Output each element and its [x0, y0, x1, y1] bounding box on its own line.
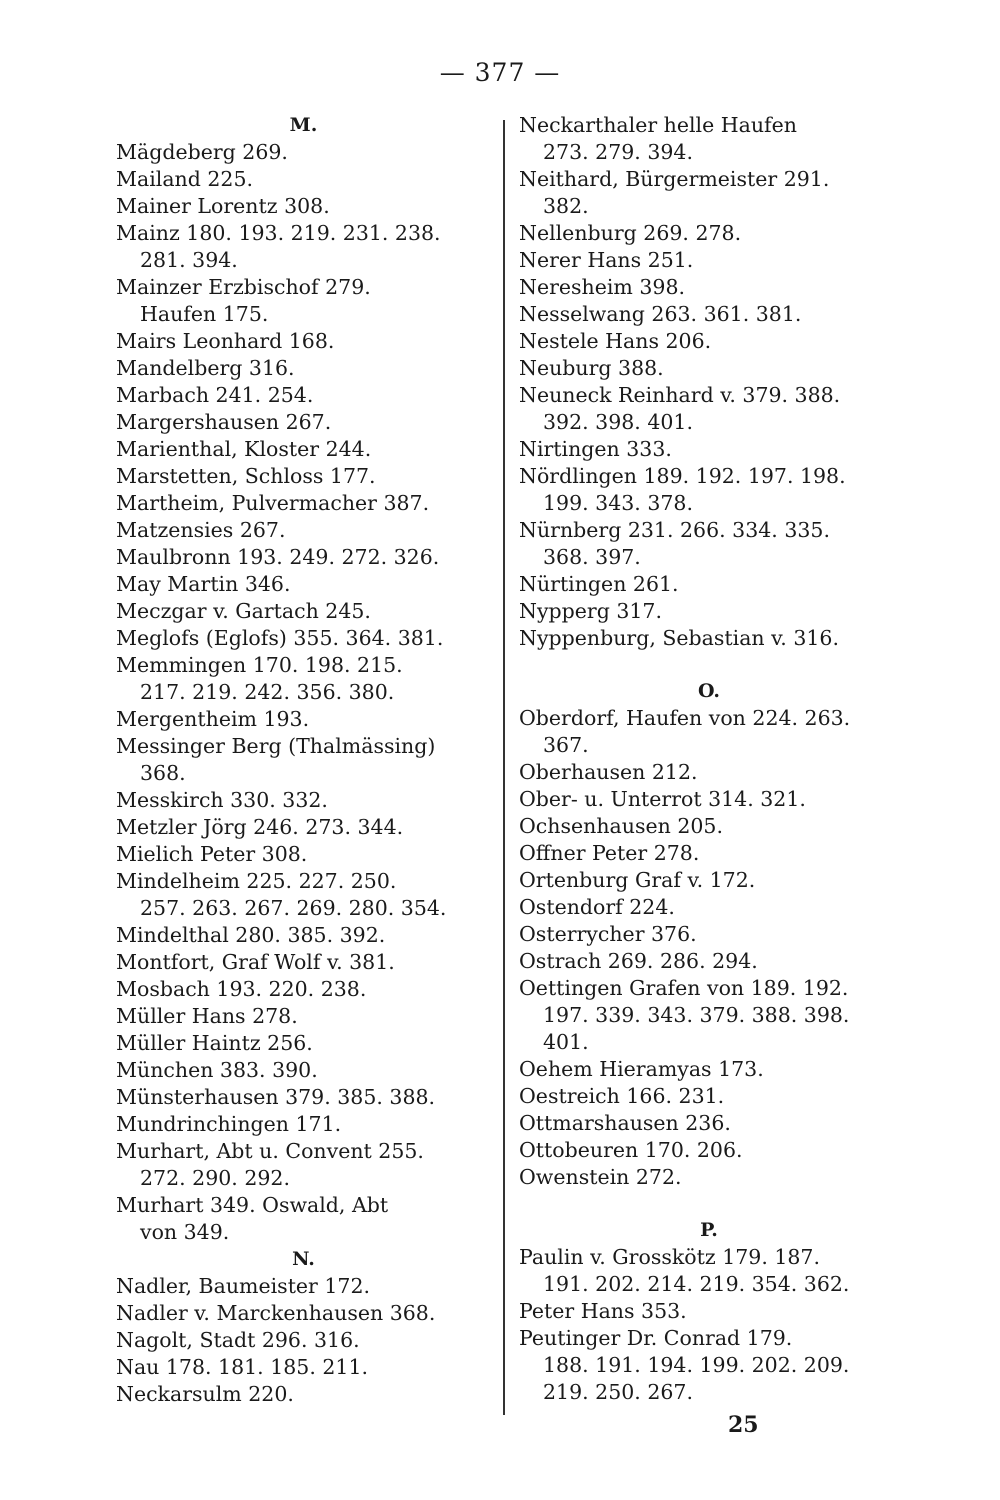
- index-entry: [519, 301, 899, 328]
- entry-line: Mainz 180. 193. 219. 231. 238.: [116, 221, 441, 245]
- entry-line: Müller Hans 278.: [116, 1004, 298, 1028]
- entry-line: Müller Haintz 256.: [116, 1031, 313, 1055]
- index-entry: [116, 868, 491, 922]
- index-entry: [519, 328, 899, 355]
- entry-line: Mairs Leonhard 168.: [116, 329, 335, 353]
- entry-line: Nypperg 317.: [519, 599, 662, 623]
- entry-line: Owenstein 272.: [519, 1165, 682, 1189]
- section-heading-n: N.: [292, 1248, 315, 1270]
- page-number: — 377 —: [439, 58, 561, 87]
- entry-continuation-line: 368. 397.: [543, 545, 641, 569]
- entry-line: Mosbach 193. 220. 238.: [116, 977, 367, 1001]
- entry-line: Osterrycher 376.: [519, 922, 697, 946]
- index-entry: [519, 1083, 899, 1110]
- column-divider: [503, 120, 505, 1415]
- index-entry: [519, 247, 899, 274]
- index-entry: [116, 1084, 491, 1111]
- index-entry: [116, 274, 491, 328]
- entry-line: Ober- u. Unterrot 314. 321.: [519, 787, 806, 811]
- entry-line: Neresheim 398.: [519, 275, 686, 299]
- index-column-left: [116, 112, 491, 1408]
- entry-line: Oestreich 166. 231.: [519, 1084, 725, 1108]
- index-entry: [519, 625, 899, 652]
- entry-line: Neckarthaler helle Haufen: [519, 113, 797, 137]
- entry-line: Ortenburg Graf v. 172.: [519, 868, 756, 892]
- entry-line: Mägdeberg 269.: [116, 140, 288, 164]
- index-entry: [116, 814, 491, 841]
- entry-line: Nirtingen 333.: [519, 437, 672, 461]
- entry-continuation-line: 217. 219. 242. 356. 380.: [140, 680, 395, 704]
- index-entry: [116, 1327, 491, 1354]
- entry-line: Murhart 349. Oswald, Abt: [116, 1193, 389, 1217]
- index-entry: [116, 787, 491, 814]
- entry-line: Nördlingen 189. 192. 197. 198.: [519, 464, 846, 488]
- index-entry: [116, 355, 491, 382]
- index-entry: [116, 922, 491, 949]
- entry-line: Nadler, Baumeister 172.: [116, 1274, 371, 1298]
- entry-line: Nürnberg 231. 266. 334. 335.: [519, 518, 830, 542]
- index-entry: [519, 1110, 899, 1137]
- entry-line: Peutinger Dr. Conrad 179.: [519, 1326, 793, 1350]
- index-entry: [519, 436, 899, 463]
- entry-continuation-line: 199. 343. 378.: [543, 491, 693, 515]
- entry-line: Montfort, Graf Wolf v. 381.: [116, 950, 395, 974]
- signature-mark: 25: [728, 1412, 759, 1438]
- entry-line: Maulbronn 193. 249. 272. 326.: [116, 545, 440, 569]
- entry-continuation-line: 257. 263. 267. 269. 280. 354.: [140, 896, 447, 920]
- entry-continuation-line: 367.: [543, 733, 589, 757]
- index-entry: [116, 436, 491, 463]
- entry-line: Nadler v. Marckenhausen 368.: [116, 1301, 436, 1325]
- entry-continuation-line: 382.: [543, 194, 589, 218]
- entry-line: May Martin 346.: [116, 572, 291, 596]
- index-entry: [116, 517, 491, 544]
- index-column-right: [519, 112, 899, 1406]
- index-entry: [519, 867, 899, 894]
- index-entry: [116, 328, 491, 355]
- section-gap: [519, 1191, 899, 1217]
- index-entry: [519, 840, 899, 867]
- index-entry: [519, 517, 899, 571]
- entry-line: Oberdorf, Haufen von 224. 263.: [519, 706, 851, 730]
- index-entry: [519, 1164, 899, 1191]
- section-o-entries: [519, 705, 899, 1191]
- index-entry: [116, 706, 491, 733]
- entry-line: Nellenburg 269. 278.: [519, 221, 742, 245]
- index-entry: [116, 949, 491, 976]
- index-entry: [116, 139, 491, 166]
- entry-line: Murhart, Abt u. Convent 255.: [116, 1139, 424, 1163]
- index-entry: [519, 463, 899, 517]
- index-entry: [116, 463, 491, 490]
- entry-line: Münsterhausen 379. 385. 388.: [116, 1085, 436, 1109]
- entry-line: Meczgar v. Gartach 245.: [116, 599, 371, 623]
- section-p-entries: [519, 1244, 899, 1406]
- index-entry: [519, 1244, 899, 1298]
- index-entry: [519, 894, 899, 921]
- entry-line: Messkirch 330. 332.: [116, 788, 328, 812]
- index-entry: [116, 382, 491, 409]
- index-entry: [116, 544, 491, 571]
- index-entry: [116, 976, 491, 1003]
- index-entry: [519, 1056, 899, 1083]
- entry-line: Nestele Hans 206.: [519, 329, 712, 353]
- entry-continuation-line: 191. 202. 214. 219. 354. 362.: [543, 1272, 850, 1296]
- entry-line: Offner Peter 278.: [519, 841, 700, 865]
- entry-continuation-line: 392. 398. 401.: [543, 410, 693, 434]
- entry-line: Nau 178. 181. 185. 211.: [116, 1355, 369, 1379]
- entry-line: Marbach 241. 254.: [116, 383, 314, 407]
- section-heading-o: O.: [697, 680, 721, 702]
- index-entry: [116, 1111, 491, 1138]
- index-entry: [519, 598, 899, 625]
- entry-line: Ochsenhausen 205.: [519, 814, 723, 838]
- index-entry: [519, 921, 899, 948]
- entry-continuation-line: 272. 290. 292.: [140, 1166, 290, 1190]
- entry-line: Paulin v. Grosskötz 179. 187.: [519, 1245, 820, 1269]
- entry-continuation-line: Haufen 175.: [140, 302, 269, 326]
- section-m-entries: [116, 139, 491, 1246]
- entry-line: Neckarsulm 220.: [116, 1382, 294, 1406]
- entry-line: Nesselwang 263. 361. 381.: [519, 302, 802, 326]
- index-entry: [519, 975, 899, 1056]
- index-entry: [519, 1137, 899, 1164]
- entry-line: Mandelberg 316.: [116, 356, 295, 380]
- index-entry: [116, 490, 491, 517]
- index-entry: [116, 1300, 491, 1327]
- index-entry: [116, 1003, 491, 1030]
- section-heading-p: P.: [700, 1219, 718, 1241]
- index-entry: [116, 1138, 491, 1192]
- entry-line: Ostendorf 224.: [519, 895, 675, 919]
- entry-line: Marstetten, Schloss 177.: [116, 464, 376, 488]
- index-entry: [519, 571, 899, 598]
- entry-line: Mainer Lorentz 308.: [116, 194, 330, 218]
- index-entry: [519, 166, 899, 220]
- entry-line: Peter Hans 353.: [519, 1299, 687, 1323]
- index-entry: [519, 705, 899, 759]
- entry-line: Mundrinchingen 171.: [116, 1112, 342, 1136]
- section-n-entries: [116, 1273, 491, 1408]
- index-entry: [519, 813, 899, 840]
- index-entry: [116, 733, 491, 787]
- entry-continuation-line: von 349.: [140, 1220, 230, 1244]
- section-heading-m: M.: [289, 114, 318, 136]
- index-entry: [519, 382, 899, 436]
- entry-line: Oettingen Grafen von 189. 192.: [519, 976, 849, 1000]
- entry-line: Ottobeuren 170. 206.: [519, 1138, 743, 1162]
- index-entry: [116, 1273, 491, 1300]
- index-entry: [116, 166, 491, 193]
- entry-line: Oberhausen 212.: [519, 760, 698, 784]
- index-entry: [116, 220, 491, 274]
- entry-line: Oehem Hieramyas 173.: [519, 1057, 764, 1081]
- entry-line: Mainzer Erzbischof 279.: [116, 275, 371, 299]
- index-entry: [116, 1057, 491, 1084]
- entry-line: Mindelheim 225. 227. 250.: [116, 869, 397, 893]
- entry-line: Nagolt, Stadt 296. 316.: [116, 1328, 360, 1352]
- entry-line: Martheim, Pulvermacher 387.: [116, 491, 430, 515]
- index-entry: [519, 948, 899, 975]
- entry-line: Neithard, Bürgermeister 291.: [519, 167, 830, 191]
- entry-line: München 383. 390.: [116, 1058, 318, 1082]
- entry-line: Mielich Peter 308.: [116, 842, 308, 866]
- section-n-continued-entries: [519, 112, 899, 652]
- entry-line: Metzler Jörg 246. 273. 344.: [116, 815, 404, 839]
- entry-line: Marienthal, Kloster 244.: [116, 437, 372, 461]
- entry-line: Neuneck Reinhard v. 379. 388.: [519, 383, 841, 407]
- entry-line: Ostrach 269. 286. 294.: [519, 949, 758, 973]
- index-entry: [116, 652, 491, 706]
- entry-continuation-line: 401.: [543, 1030, 589, 1054]
- entry-line: Nyppenburg, Sebastian v. 316.: [519, 626, 839, 650]
- entry-line: Nerer Hans 251.: [519, 248, 694, 272]
- index-entry: [519, 220, 899, 247]
- entry-line: Neuburg 388.: [519, 356, 664, 380]
- section-gap: [519, 652, 899, 678]
- index-entry: [519, 759, 899, 786]
- entry-line: Meglofs (Eglofs) 355. 364. 381.: [116, 626, 444, 650]
- index-entry: [116, 1030, 491, 1057]
- index-entry: [116, 1381, 491, 1408]
- index-entry: [519, 1298, 899, 1325]
- entry-continuation-line: 273. 279. 394.: [543, 140, 693, 164]
- index-entry: [116, 409, 491, 436]
- index-entry: [116, 193, 491, 220]
- index-entry: [116, 1192, 491, 1246]
- entry-line: Messinger Berg (Thalmässing): [116, 734, 436, 758]
- entry-continuation-line: 188. 191. 194. 199. 202. 209.: [543, 1353, 850, 1377]
- entry-continuation-line: 197. 339. 343. 379. 388. 398.: [543, 1003, 850, 1027]
- entry-line: Mergentheim 193.: [116, 707, 310, 731]
- entry-line: Margershausen 267.: [116, 410, 332, 434]
- entry-line: Mindelthal 280. 385. 392.: [116, 923, 386, 947]
- entry-line: Nürtingen 261.: [519, 572, 679, 596]
- index-entry: [116, 1354, 491, 1381]
- index-entry: [519, 1325, 899, 1406]
- index-entry: [519, 274, 899, 301]
- index-entry: [116, 841, 491, 868]
- index-entry: [519, 786, 899, 813]
- index-entry: [116, 625, 491, 652]
- index-entry: [519, 112, 899, 166]
- entry-line: Ottmarshausen 236.: [519, 1111, 731, 1135]
- entry-continuation-line: 281. 394.: [140, 248, 238, 272]
- entry-line: Memmingen 170. 198. 215.: [116, 653, 403, 677]
- entry-line: Matzensies 267.: [116, 518, 286, 542]
- index-entry: [519, 355, 899, 382]
- entry-continuation-line: 219. 250. 267.: [543, 1380, 693, 1404]
- index-entry: [116, 571, 491, 598]
- entry-line: Mailand 225.: [116, 167, 254, 191]
- entry-continuation-line: 368.: [140, 761, 186, 785]
- index-entry: [116, 598, 491, 625]
